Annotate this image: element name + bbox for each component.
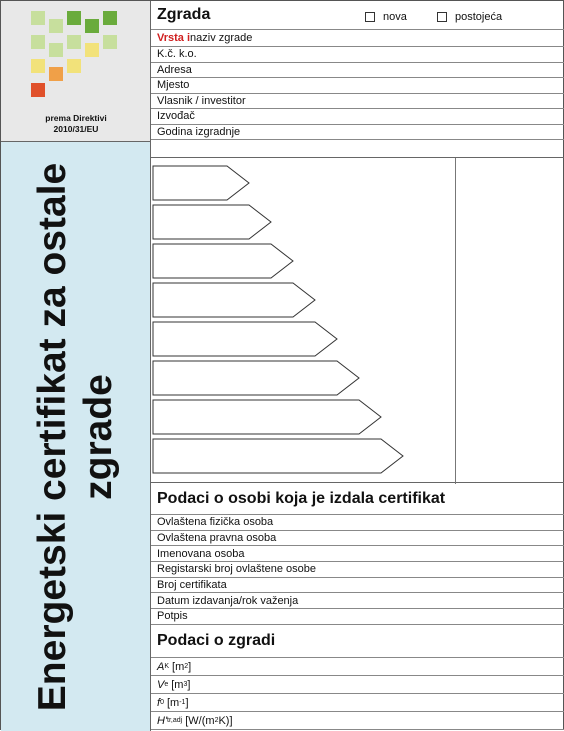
building-field-label: Izvođač <box>157 110 195 123</box>
building-data-row[interactable] <box>151 676 564 694</box>
issuer-section-title: Podaci o osobi koja je izdala certifikat <box>151 483 564 515</box>
building-field-label: Godina izgradnje <box>157 125 241 138</box>
certificate-title: Energetski certifikat za ostale zgrade <box>31 162 120 712</box>
energy-rating-area <box>151 157 564 483</box>
data-unit: [W/(m <box>185 714 215 727</box>
issuer-field-label: Broj certifikata <box>157 579 227 592</box>
data-unit-exponent: -1 <box>179 699 186 706</box>
building-field-row[interactable] <box>151 63 564 79</box>
building-field-row[interactable] <box>151 78 564 94</box>
issuer-field-label: Registarski broj ovlaštene osobe <box>157 563 316 576</box>
logo-square <box>31 35 45 49</box>
issuer-field-row[interactable] <box>151 562 564 578</box>
building-type-row[interactable] <box>151 30 564 47</box>
building-field-row[interactable] <box>151 125 564 141</box>
data-unit-exponent: 3 <box>183 681 188 688</box>
data-unit-close: ] <box>188 660 192 673</box>
rating-class-arrow <box>153 166 249 200</box>
directive-line-2: 2010/31/EU <box>53 124 99 134</box>
issuer-field-label: Ovlaštena pravna osoba <box>157 532 277 545</box>
logo-square <box>31 59 45 73</box>
logo-square <box>103 11 117 25</box>
data-unit-exponent: 2 <box>214 717 219 724</box>
building-header <box>151 1 564 140</box>
logo-square <box>67 59 81 73</box>
data-symbol: f <box>157 696 161 709</box>
building-field-label: Vlasnik / investitor <box>157 94 246 107</box>
logo-square <box>31 83 45 97</box>
data-unit-exponent: 2 <box>184 663 189 670</box>
data-unit-close: ] <box>187 678 191 691</box>
data-symbol: A <box>157 660 165 673</box>
building-field-label: Adresa <box>157 63 192 76</box>
rating-divider <box>455 158 456 484</box>
building-field-row[interactable] <box>151 94 564 110</box>
option-new-label: nova <box>383 11 407 23</box>
rating-class-arrow <box>153 244 293 278</box>
issuer-field-label: Potpis <box>157 610 188 623</box>
building-type-prefix: Vrsta i <box>157 32 191 44</box>
data-symbol-subscript: K <box>164 663 170 670</box>
issuer-field-row[interactable] <box>151 593 564 609</box>
issuer-field-row[interactable] <box>151 515 564 531</box>
data-symbol-subscript: 0 <box>160 699 164 706</box>
building-data-title: Podaci o zgradi <box>151 625 564 658</box>
data-symbol: H' <box>157 714 168 727</box>
building-field-row[interactable] <box>151 109 564 125</box>
rating-class-arrow <box>153 400 381 434</box>
rating-scale <box>151 158 564 484</box>
data-unit: [m <box>166 696 180 709</box>
data-unit: [m <box>172 660 185 673</box>
building-type-label: naziv zgrade <box>190 32 253 44</box>
logo-square <box>31 11 45 25</box>
data-unit-close: ] <box>185 696 189 709</box>
issuer-fields <box>151 515 564 625</box>
building-field-row[interactable] <box>151 47 564 63</box>
building-data-row[interactable] <box>151 658 564 676</box>
building-data-row[interactable] <box>151 694 564 712</box>
issuer-field-row[interactable] <box>151 578 564 594</box>
building-fields <box>151 47 564 140</box>
rating-class-arrow <box>153 439 403 473</box>
issuer-field-row[interactable] <box>151 546 564 562</box>
building-field-label: K.č. k.o. <box>157 48 197 61</box>
building-data-fields <box>151 658 564 730</box>
option-new[interactable] <box>365 11 407 23</box>
data-symbol-subscript: tr,adj <box>167 717 183 724</box>
logo-square <box>67 11 81 25</box>
logo-square <box>103 35 117 49</box>
data-symbol: V <box>157 678 165 691</box>
rating-class-arrow <box>153 283 315 317</box>
directive-line-1: prema Direktivi <box>45 113 107 123</box>
issuer-field-label: Imenovana osoba <box>157 547 245 560</box>
logo-square <box>49 43 63 57</box>
option-existing-label: postojeća <box>455 11 503 23</box>
directive-note <box>1 113 151 135</box>
data-symbol-subscript: e <box>164 681 169 688</box>
logo-square <box>67 35 81 49</box>
logo-cell <box>1 1 151 142</box>
logo-square <box>85 43 99 57</box>
building-title-row <box>151 1 564 30</box>
issuer-field-row[interactable] <box>151 531 564 547</box>
issuer-field-label: Datum izdavanja/rok važenja <box>157 594 299 607</box>
rating-class-arrow <box>153 361 359 395</box>
building-title: Zgrada <box>157 6 211 23</box>
building-field-label: Mjesto <box>157 79 190 92</box>
issuer-field-label: Ovlaštena fizička osoba <box>157 516 274 529</box>
new-checkbox[interactable] <box>365 12 375 22</box>
data-unit: [m <box>171 678 184 691</box>
logo-square <box>49 19 63 33</box>
logo-square <box>85 19 99 33</box>
building-data-row[interactable] <box>151 712 564 730</box>
option-existing[interactable] <box>437 11 502 23</box>
side-strip <box>1 142 151 731</box>
issuer-field-row[interactable] <box>151 609 564 625</box>
rating-class-arrow <box>153 322 337 356</box>
rating-class-arrow <box>153 205 271 239</box>
logo-square <box>49 67 63 81</box>
existing-checkbox[interactable] <box>437 12 447 22</box>
data-unit-close: K)] <box>218 714 233 727</box>
